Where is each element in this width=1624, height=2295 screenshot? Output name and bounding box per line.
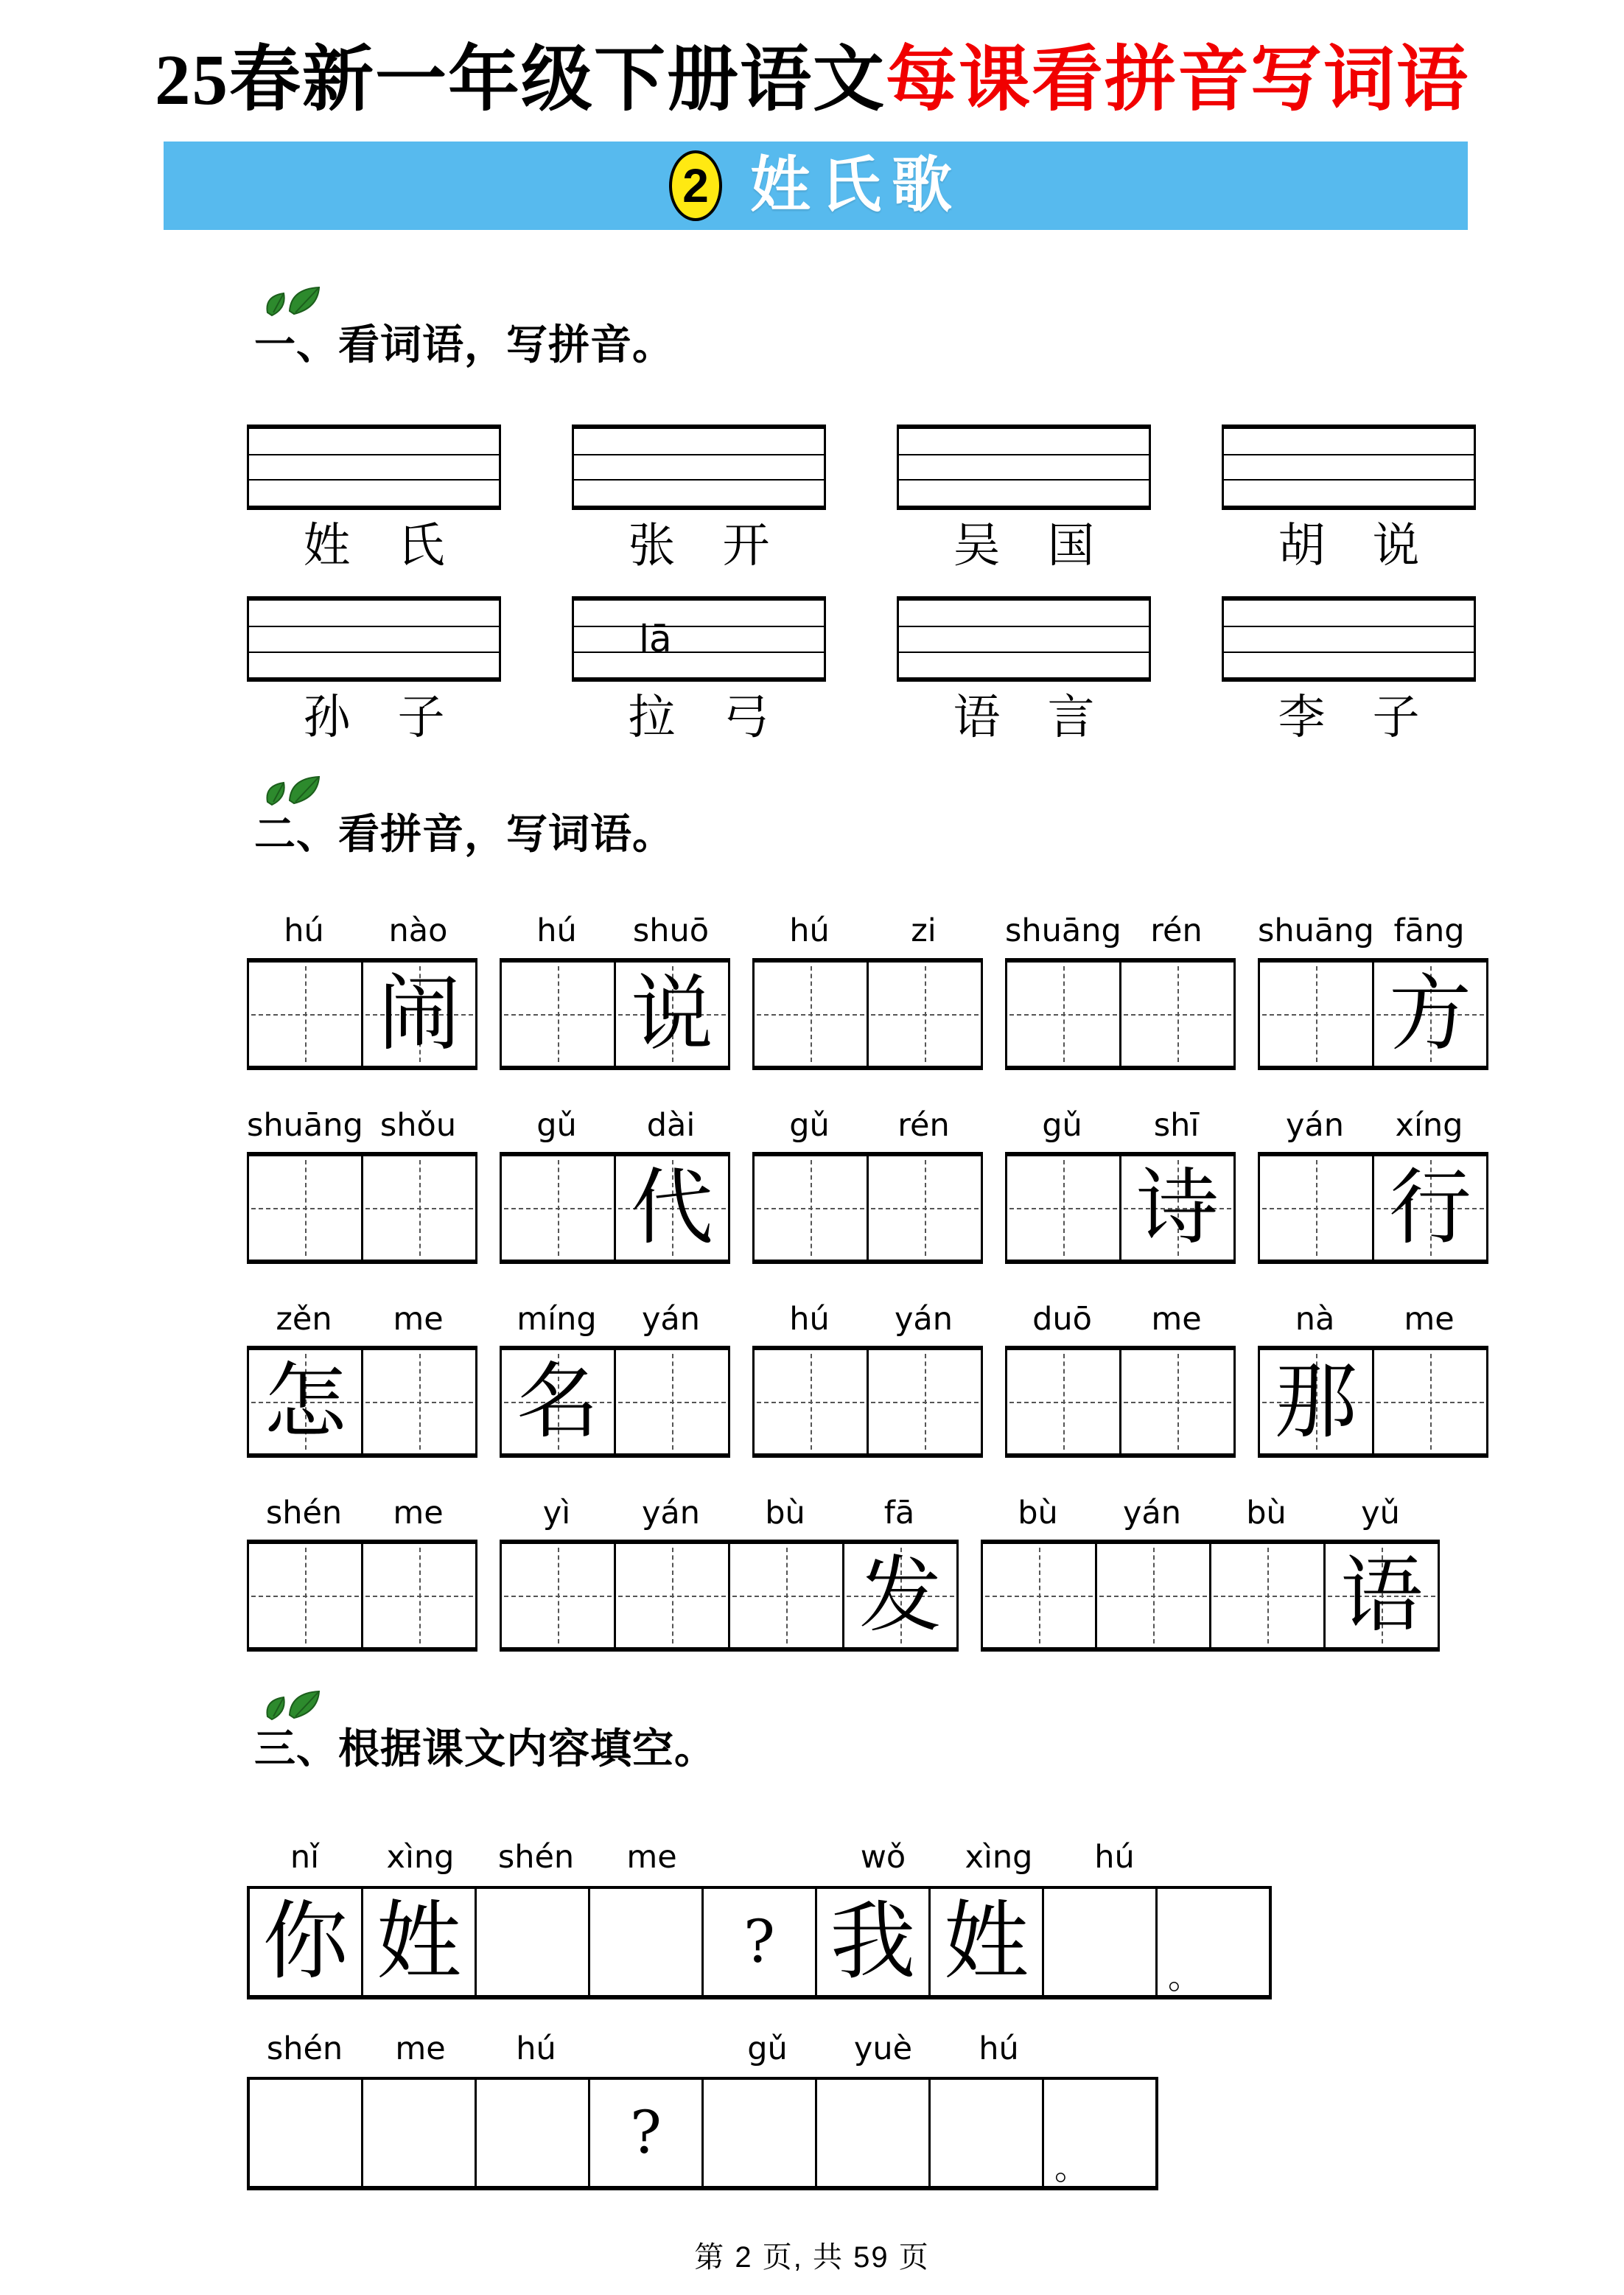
- pinyin-syllable: fāng: [1393, 912, 1465, 950]
- pinyin-grid-item: [500, 1108, 730, 1264]
- pinyin-guideline: [249, 626, 499, 627]
- pinyin-word-item: [572, 596, 826, 746]
- pinyin-syllable: hú: [284, 912, 324, 950]
- writing-cell: [502, 1350, 616, 1453]
- writing-cell: [502, 1156, 616, 1260]
- cell-dashed-horizontal: [1262, 1014, 1370, 1016]
- cell-dashed-horizontal: [757, 1402, 864, 1403]
- pinyin-label-row: [247, 914, 477, 949]
- writing-cell: [616, 1156, 728, 1260]
- writing-cell: [1211, 1544, 1326, 1647]
- writing-cell: [249, 1544, 363, 1647]
- writing-cell: [363, 2080, 477, 2186]
- cell-dashed-horizontal: [365, 1208, 473, 1209]
- pinyin-guideline: [899, 652, 1149, 653]
- handwritten-answer-char: 我: [830, 1891, 916, 1991]
- pinyin-grid-row: [247, 1108, 1624, 1264]
- period-mark: 。: [1168, 1956, 1202, 1997]
- four-line-pinyin-box: [1222, 596, 1476, 682]
- cell-dashed-horizontal: [1124, 1402, 1231, 1403]
- cell-dashed-horizontal: [1124, 1014, 1231, 1016]
- pinyin-grid-item: [1258, 1302, 1488, 1458]
- writing-grid: [752, 958, 983, 1070]
- pinyin-guideline: [249, 652, 499, 653]
- pinyin-label-row: [247, 1840, 1624, 1875]
- handwritten-answer-char: 姓: [943, 1891, 1029, 1991]
- pinyin-guideline: [574, 454, 824, 455]
- pinyin-syllable: bù: [765, 1495, 805, 1532]
- pinyin-syllable: hú: [1094, 1839, 1135, 1876]
- pinyin-grid-item: [247, 1108, 477, 1264]
- cell-dashed-horizontal: [504, 1208, 612, 1209]
- cell-dashed-horizontal: [251, 1014, 359, 1016]
- handwritten-answer-char: 姓: [376, 1891, 462, 1991]
- pinyin-grid-item: [500, 1302, 730, 1458]
- writing-cell: [1260, 1156, 1374, 1260]
- pinyin-syllable: hú: [536, 912, 577, 950]
- lesson-banner: [164, 142, 1468, 230]
- four-line-pinyin-box: [897, 596, 1151, 682]
- writing-cell: [502, 963, 616, 1066]
- hanzi-word: 胡说: [1278, 518, 1467, 573]
- section-two-heading: 二、看拼音，写词语。: [254, 811, 674, 858]
- cell-dashed-horizontal: [251, 1208, 359, 1209]
- pinyin-syllable: hú: [789, 1300, 830, 1338]
- writing-grid: [500, 1152, 730, 1264]
- writing-cell: [1044, 1889, 1158, 1995]
- pinyin-guideline: [574, 479, 824, 481]
- pinyin-syllable: xìng: [965, 1839, 1033, 1876]
- writing-cell: [730, 1544, 844, 1647]
- writing-grid: [1258, 1346, 1488, 1458]
- page-footer: 第 2 页, 共 59 页: [694, 2241, 930, 2274]
- pinyin-syllable: nǐ: [290, 1839, 320, 1876]
- pinyin-syllable: me: [393, 1300, 444, 1338]
- pinyin-syllable: xìng: [386, 1839, 455, 1876]
- pinyin-syllable: hú: [979, 2030, 1019, 2067]
- handwritten-answer-char: 发: [859, 1548, 942, 1644]
- four-line-pinyin-box: [897, 425, 1151, 510]
- writing-cell: [250, 2080, 363, 2186]
- writing-cell: [616, 963, 728, 1066]
- writing-cell: [704, 1889, 817, 1995]
- writing-cell: [502, 1544, 616, 1647]
- writing-grid: [500, 1346, 730, 1458]
- pinyin-word-item: [1222, 425, 1476, 571]
- handwritten-pinyin: lā: [639, 618, 672, 660]
- writing-cell: [1097, 1544, 1211, 1647]
- pinyin-syllable: [594, 2032, 710, 2067]
- writing-cell: [1374, 1350, 1486, 1453]
- writing-cell: [755, 963, 869, 1066]
- pinyin-grid-item: [752, 1302, 983, 1458]
- pinyin-syllable: nà: [1295, 1300, 1335, 1338]
- pinyin-syllable: míng: [517, 1300, 597, 1338]
- leaf-icon: [257, 283, 328, 332]
- cell-dashed-horizontal: [757, 1208, 864, 1209]
- handwritten-answer-char: 名: [517, 1354, 599, 1450]
- pinyin-guideline: [1224, 479, 1474, 481]
- sentence-writing-grid: [247, 1886, 1272, 1999]
- writing-cell: [755, 1350, 869, 1453]
- writing-cell: [363, 1544, 475, 1647]
- section-two-heading-wrap: [254, 811, 674, 858]
- writing-cell: [1374, 963, 1486, 1066]
- pinyin-label-row: [1258, 914, 1488, 949]
- cell-dashed-horizontal: [757, 1014, 864, 1016]
- pinyin-grid-row: [247, 1302, 1624, 1458]
- section-three-heading: 三、根据课文内容填空。: [254, 1725, 716, 1772]
- writing-grid: [1258, 958, 1488, 1070]
- section-two-body: [0, 914, 1624, 1652]
- hanzi-word: 语言: [953, 691, 1142, 746]
- writing-cell: [1260, 963, 1374, 1066]
- pinyin-grid-item: [752, 1108, 983, 1264]
- pinyin-syllable: shī: [1153, 1106, 1200, 1144]
- pinyin-syllable: yán: [641, 1300, 701, 1338]
- writing-cell: [1158, 1889, 1269, 1995]
- pinyin-label-row: [247, 1496, 477, 1531]
- pinyin-label-row: [1005, 1108, 1236, 1143]
- pinyin-grid-item: [981, 1496, 1440, 1652]
- writing-cell: [590, 1889, 704, 1995]
- hanzi-word: 姓氏: [303, 518, 492, 573]
- writing-cell: [363, 1156, 475, 1260]
- pinyin-grid-item: [1005, 914, 1236, 1069]
- writing-cell: [1121, 1350, 1233, 1453]
- writing-cell: [1326, 1544, 1438, 1647]
- cell-dashed-horizontal: [871, 1208, 979, 1209]
- section-three-heading-wrap: [254, 1725, 716, 1772]
- writing-cell: [477, 1889, 590, 1995]
- page-title-red: 每课看拼音写词语: [886, 41, 1469, 119]
- pinyin-syllable: shén: [497, 1839, 575, 1876]
- cell-dashed-horizontal: [985, 1596, 1093, 1597]
- pinyin-guideline: [574, 652, 824, 653]
- pinyin-grid-item: [247, 1496, 477, 1652]
- pinyin-syllable: me: [626, 1839, 677, 1876]
- writing-cell: [869, 1156, 981, 1260]
- writing-grid: [1005, 1152, 1236, 1264]
- writing-cell: [1121, 963, 1233, 1066]
- writing-cell: [755, 1156, 869, 1260]
- pinyin-word-item: [247, 425, 501, 571]
- writing-cell: [590, 2080, 704, 2186]
- writing-cell: [363, 1889, 477, 1995]
- cell-dashed-horizontal: [1009, 1402, 1117, 1403]
- pinyin-guideline: [899, 454, 1149, 455]
- page-title: [0, 0, 1624, 118]
- hanzi-word: 张开: [628, 518, 817, 573]
- pinyin-guideline: [249, 454, 499, 455]
- cell-dashed-horizontal: [1099, 1596, 1207, 1597]
- pinyin-syllable: shuāng: [247, 1106, 363, 1144]
- lesson-number-badge: 2: [669, 150, 722, 221]
- pinyin-grid-item: [247, 1302, 477, 1458]
- pinyin-syllable: me: [1404, 1300, 1455, 1338]
- cell-dashed-horizontal: [618, 1596, 726, 1597]
- pinyin-syllable: yán: [641, 1495, 701, 1532]
- period-mark: 。: [1054, 2148, 1088, 2187]
- pinyin-grid-item: [1258, 914, 1488, 1069]
- pinyin-label-row: [500, 1108, 730, 1143]
- pinyin-syllable: gǔ: [789, 1106, 830, 1144]
- pinyin-grid-row: [247, 1496, 1624, 1652]
- writing-cell: [1260, 1350, 1374, 1453]
- four-line-pinyin-box: [247, 425, 501, 510]
- writing-cell: [363, 963, 475, 1066]
- pinyin-label-row: [981, 1496, 1440, 1531]
- pinyin-syllable: shuō: [632, 912, 710, 950]
- pinyin-syllable: yán: [894, 1300, 953, 1338]
- writing-cell: [616, 1350, 728, 1453]
- pinyin-syllable: bù: [1246, 1495, 1287, 1532]
- pinyin-syllable: wǒ: [860, 1839, 906, 1876]
- section-one-heading: 一、看词语，写拼音。: [254, 321, 674, 368]
- pinyin-syllable: shén: [266, 2030, 343, 2067]
- page-title-black: 25春新一年级下册语文: [155, 41, 886, 119]
- writing-cell: [1007, 1156, 1121, 1260]
- writing-cell: [249, 963, 363, 1066]
- pinyin-guideline: [899, 626, 1149, 627]
- pinyin-grid-item: [752, 914, 983, 1069]
- writing-cell: [477, 2080, 590, 2186]
- pinyin-syllable: yán: [1285, 1106, 1345, 1144]
- pinyin-syllable: [710, 1840, 825, 1875]
- pinyin-label-row: [1005, 914, 1236, 949]
- pinyin-word-item: [1222, 596, 1476, 746]
- writing-grid: [500, 1540, 959, 1652]
- pinyin-label-row: [500, 1496, 959, 1531]
- pinyin-guideline: [574, 626, 824, 627]
- cell-dashed-horizontal: [1009, 1208, 1117, 1209]
- pinyin-syllable: zěn: [276, 1300, 332, 1338]
- pinyin-grid-item: [1258, 1108, 1488, 1264]
- handwritten-answer-char: 说: [631, 965, 713, 1062]
- writing-cell: [1007, 1350, 1121, 1453]
- pinyin-grid-item: [247, 914, 477, 1069]
- writing-cell: [250, 1889, 363, 1995]
- handwritten-answer-char: 你: [262, 1891, 349, 1991]
- pinyin-guideline: [1224, 652, 1474, 653]
- writing-cell: [817, 1889, 931, 1995]
- pinyin-grid-item: [1005, 1108, 1236, 1264]
- writing-cell: [817, 2080, 931, 2186]
- leaf-icon: [257, 772, 328, 822]
- pinyin-syllable: xíng: [1395, 1106, 1463, 1144]
- writing-cell: [931, 2080, 1044, 2186]
- four-line-pinyin-box: [247, 596, 501, 682]
- pinyin-syllable: yán: [1122, 1495, 1182, 1532]
- pinyin-label-row: [1258, 1108, 1488, 1143]
- pinyin-syllable: shén: [265, 1495, 343, 1532]
- handwritten-answer-char: 闹: [378, 965, 461, 1062]
- cell-dashed-horizontal: [365, 1596, 473, 1597]
- cell-dashed-horizontal: [1214, 1596, 1321, 1597]
- writing-cell: [616, 1544, 730, 1647]
- writing-cell: [1007, 963, 1121, 1066]
- writing-grid: [1258, 1152, 1488, 1264]
- section-three-body: [0, 1840, 1624, 2190]
- handwritten-answer-char: 行: [1389, 1159, 1471, 1256]
- writing-cell: [1044, 2080, 1155, 2186]
- pinyin-guideline: [1224, 626, 1474, 627]
- writing-grid: [752, 1346, 983, 1458]
- writing-cell: [704, 2080, 817, 2186]
- writing-grid: [500, 958, 730, 1070]
- cell-dashed-horizontal: [871, 1402, 979, 1403]
- word-row: [247, 596, 1624, 746]
- writing-grid: [247, 958, 477, 1070]
- pinyin-guideline: [899, 479, 1149, 481]
- cell-dashed-horizontal: [504, 1014, 612, 1016]
- writing-cell: [869, 1350, 981, 1453]
- cell-dashed-horizontal: [365, 1402, 473, 1403]
- handwritten-answer-char: 方: [1389, 965, 1471, 1062]
- sentence-writing-grid: [247, 2077, 1158, 2190]
- pinyin-syllable: yǔ: [1361, 1495, 1400, 1532]
- pinyin-label-row: [752, 1302, 983, 1337]
- writing-grid: [247, 1540, 477, 1652]
- pinyin-word-item: [897, 596, 1151, 746]
- handwritten-answer-char: 那: [1275, 1354, 1357, 1450]
- pinyin-word-item: [897, 425, 1151, 571]
- sentence-fill-row: [247, 1840, 1624, 1999]
- question-mark: ?: [743, 1907, 775, 1976]
- pinyin-label-row: [247, 1302, 477, 1337]
- pinyin-label-row: [247, 1108, 477, 1143]
- cell-dashed-horizontal: [251, 1596, 359, 1597]
- pinyin-syllable: [1172, 1840, 1288, 1875]
- handwritten-answer-char: 语: [1340, 1548, 1423, 1644]
- four-line-pinyin-box: [572, 425, 826, 510]
- handwritten-answer-char: 诗: [1136, 1159, 1219, 1256]
- hanzi-word: 拉弓: [628, 691, 817, 746]
- cell-dashed-horizontal: [618, 1402, 726, 1403]
- pinyin-label-row: [1258, 1302, 1488, 1337]
- pinyin-syllable: duō: [1032, 1300, 1092, 1338]
- pinyin-syllable: gǔ: [536, 1106, 577, 1144]
- writing-grid: [247, 1346, 477, 1458]
- pinyin-syllable: hú: [516, 2030, 556, 2067]
- pinyin-syllable: me: [395, 2030, 446, 2067]
- pinyin-syllable: yuè: [853, 2030, 913, 2067]
- writing-cell: [1374, 1156, 1486, 1260]
- pinyin-syllable: gǔ: [1042, 1106, 1082, 1144]
- pinyin-syllable: rén: [897, 1106, 950, 1144]
- section-one-heading-wrap: [254, 321, 674, 368]
- pinyin-guideline: [249, 479, 499, 481]
- pinyin-syllable: dài: [646, 1106, 696, 1144]
- pinyin-syllable: [1057, 2032, 1172, 2067]
- pinyin-label-row: [500, 1302, 730, 1337]
- word-row: [247, 425, 1624, 571]
- writing-cell: [249, 1350, 363, 1453]
- pinyin-label-row: [500, 914, 730, 949]
- pinyin-syllable: me: [1151, 1300, 1202, 1338]
- handwritten-answer-char: 代: [631, 1159, 713, 1256]
- pinyin-syllable: rén: [1150, 912, 1203, 950]
- writing-grid: [981, 1540, 1440, 1652]
- pinyin-syllable: hú: [789, 912, 830, 950]
- pinyin-syllable: gǔ: [747, 2030, 788, 2067]
- pinyin-grid-row: [247, 914, 1624, 1069]
- cell-dashed-horizontal: [871, 1014, 979, 1016]
- cell-dashed-horizontal: [1376, 1402, 1484, 1403]
- pinyin-syllable: nào: [388, 912, 448, 950]
- four-line-pinyin-box: [572, 596, 826, 682]
- pinyin-syllable: zi: [911, 912, 937, 950]
- writing-cell: [931, 1889, 1044, 1995]
- pinyin-syllable: fā: [883, 1495, 915, 1532]
- hanzi-word: 孙子: [303, 691, 492, 746]
- pinyin-guideline: [1224, 454, 1474, 455]
- pinyin-grid-item: [1005, 1302, 1236, 1458]
- four-line-pinyin-box: [1222, 425, 1476, 510]
- section-one-body: [0, 425, 1624, 746]
- pinyin-syllable: shuāng: [1258, 912, 1374, 950]
- pinyin-grid-item: [500, 914, 730, 1069]
- writing-cell: [363, 1350, 475, 1453]
- writing-grid: [247, 1152, 477, 1264]
- writing-cell: [983, 1544, 1097, 1647]
- writing-grid: [752, 1152, 983, 1264]
- leaf-icon: [257, 1687, 328, 1736]
- pinyin-label-row: [752, 914, 983, 949]
- pinyin-word-item: [247, 596, 501, 746]
- pinyin-syllable: bù: [1018, 1495, 1058, 1532]
- pinyin-label-row: [247, 2032, 1624, 2067]
- pinyin-label-row: [1005, 1302, 1236, 1337]
- pinyin-syllable: shǒu: [379, 1106, 457, 1144]
- cell-dashed-horizontal: [1009, 1014, 1117, 1016]
- writing-cell: [1121, 1156, 1233, 1260]
- sentence-fill-row: [247, 2032, 1624, 2190]
- question-mark: ?: [630, 2098, 662, 2167]
- pinyin-syllable: yì: [542, 1495, 571, 1532]
- writing-grid: [1005, 958, 1236, 1070]
- writing-grid: [1005, 1346, 1236, 1458]
- lesson-title: 姓氏歌: [749, 151, 962, 219]
- pinyin-word-item: [572, 425, 826, 571]
- hanzi-word: 李子: [1278, 691, 1467, 746]
- hanzi-word: 吴国: [953, 518, 1142, 573]
- cell-dashed-horizontal: [504, 1596, 612, 1597]
- pinyin-grid-item: [500, 1496, 959, 1652]
- writing-cell: [844, 1544, 956, 1647]
- cell-dashed-horizontal: [1262, 1208, 1370, 1209]
- pinyin-syllable: me: [393, 1495, 444, 1532]
- handwritten-answer-char: 怎: [264, 1354, 346, 1450]
- pinyin-label-row: [752, 1108, 983, 1143]
- cell-dashed-horizontal: [732, 1596, 840, 1597]
- pinyin-syllable: shuāng: [1005, 912, 1121, 950]
- writing-cell: [249, 1156, 363, 1260]
- writing-cell: [869, 963, 981, 1066]
